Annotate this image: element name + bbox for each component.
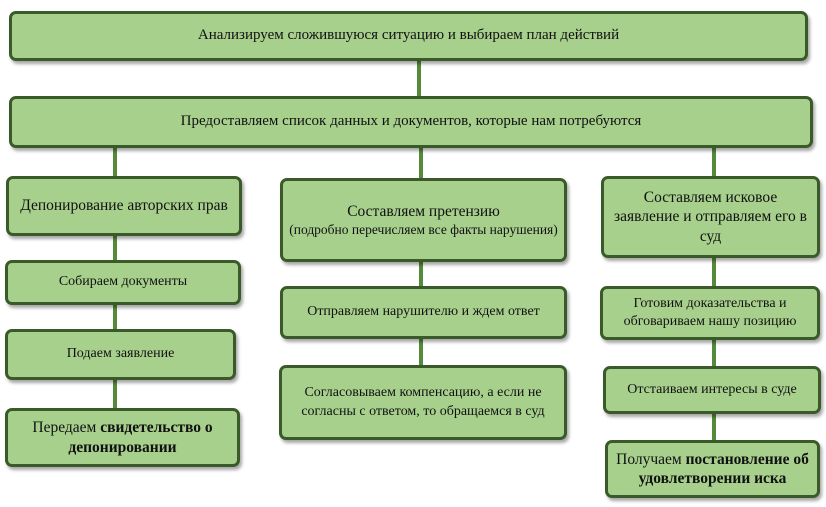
connector-col3-2 — [712, 338, 716, 368]
box-collect-documents — [5, 260, 241, 305]
connector-top-second — [417, 58, 421, 98]
box-submit-application-label: Подаем заявление — [66, 346, 175, 362]
box-prepare-evidence-label: Готовим доказательства и обговариваем нашу позицию — [623, 295, 797, 329]
deposit-certificate-prefix: Передаем — [32, 419, 101, 437]
box-defend-in-court — [603, 366, 821, 414]
box-deposit-rights — [6, 176, 242, 236]
box-deposit-certificate — [5, 408, 240, 467]
box-court-ruling-label — [614, 450, 811, 489]
box-analyze-situation — [9, 11, 808, 61]
box-agree-compensation-label: Согласовываем компенсацию, а если не согласны с ответом, то обращаемся в суд — [301, 385, 545, 419]
box-analyze-situation-label: Анализируем сложившуюся ситуацию и выбираем план действий — [197, 27, 620, 44]
box-send-to-violator-label: Отправляем нарушителю и ждем ответ — [307, 304, 540, 320]
connector-col1-1 — [113, 234, 117, 262]
box-court-ruling — [605, 440, 820, 498]
deposit-certificate-bold: свидетельство о депонировании — [68, 419, 213, 456]
connector-col2-1 — [419, 260, 423, 288]
box-claim-label: Составляем претензию — [347, 202, 500, 220]
box-submit-application — [5, 329, 236, 380]
connector-second-col1 — [113, 146, 117, 178]
box-send-to-violator — [280, 286, 567, 339]
connector-col2-2 — [419, 337, 423, 367]
box-deposit-certificate-label — [14, 418, 231, 457]
connector-col1-2 — [113, 303, 117, 331]
box-lawsuit-label: Составляем исковое заявление и отправляем его в суд — [614, 188, 807, 245]
box-prepare-evidence — [600, 286, 820, 340]
box-collect-documents-label: Собираем документы — [58, 274, 188, 290]
connector-col1-3 — [113, 378, 117, 410]
court-ruling-prefix: Получаем — [616, 450, 686, 468]
box-provide-data-list — [9, 96, 813, 148]
box-defend-in-court-label: Отстаиваем интересы в суде — [627, 381, 797, 397]
connector-second-col2 — [419, 146, 423, 180]
box-lawsuit — [601, 176, 820, 258]
box-provide-data-list-label: Предоставляем список данных и документов, которые нам потребуются — [180, 113, 642, 130]
box-claim-sublabel: (подробно перечисляем все факты нарушения) — [289, 221, 558, 237]
box-deposit-rights-label: Депонирование авторских прав — [20, 197, 228, 215]
connector-col3-3 — [712, 412, 716, 442]
connector-col3-1 — [712, 256, 716, 288]
connector-second-col3 — [712, 146, 716, 178]
box-claim — [280, 178, 567, 262]
box-agree-compensation — [279, 365, 567, 440]
court-ruling-bold: постановление об удовлетворении иска — [638, 450, 809, 487]
